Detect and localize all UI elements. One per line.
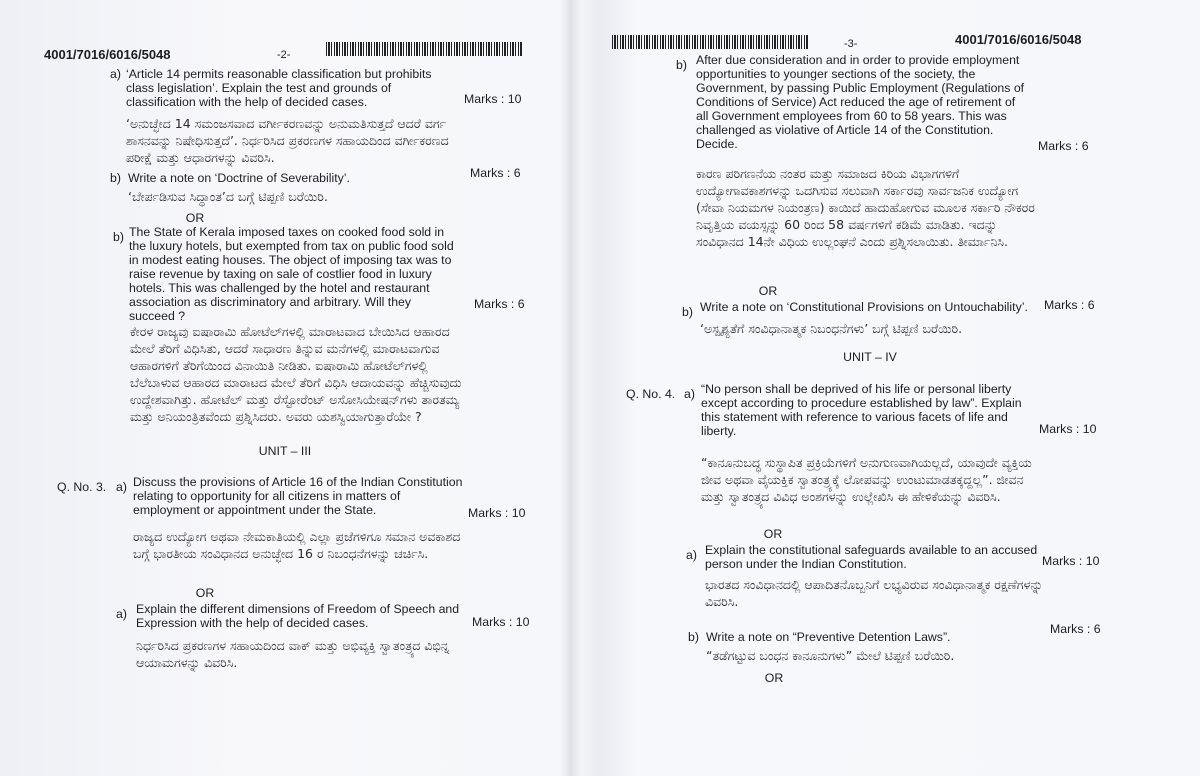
marks-label: Marks : 6 <box>1050 622 1101 636</box>
question-label: b) <box>688 630 699 644</box>
question-text-kn: ಭಾರತದ ಸಂವಿಧಾನದಲ್ಲಿ ಆಪಾದಿತನೊಬ್ಬನಿಗೆ ಲಭ್ಯವಿರುವ ಸಂವಿಧಾನಾತ್ಮಕ ರಕ್ಷಣೆಗಳನ್ನು ವಿವರಿಸಿ. <box>705 577 1043 609</box>
question-text-en: Write a note on ‘Doctrine of Severability’. <box>128 171 350 185</box>
marks-label: Marks : 6 <box>474 297 525 311</box>
marks-label: Marks : 6 <box>470 166 521 180</box>
question-label: a) <box>110 67 121 81</box>
question-text-kn: ನಿರ್ಧರಿಸಿದ ಪ್ರಕರಣಗಳ ಸಹಾಯದಿಂದ ವಾಕ್ ಮತ್ತು ಅಭಿವ್ಯಕ್ತಿ ಸ್ವಾತಂತ್ರ್ಯದ ವಿಭಿನ್ನ ಆಯಾಮಗಳನ್ನು ವಿವರಿಸಿ. <box>136 638 450 670</box>
page-number: -2- <box>277 49 291 61</box>
question-text-kn: “ತಡೆಗಟ್ಟುವ ಬಂಧನ ಕಾನೂನುಗಳು” ಮೇಲೆ ಟಿಪ್ಪಣಿ ಬರೆಯಿರಿ. <box>706 648 955 663</box>
question-text-en: Write a note on ‘Constitutional Provisions on Untouchability’. <box>700 300 1028 314</box>
marks-label: Marks : 10 <box>468 506 526 520</box>
paper-code: 4001/7016/6016/5048 <box>955 32 1082 47</box>
unit-heading: UNIT – IV <box>843 350 897 364</box>
marks-label: Marks : 6 <box>1044 298 1095 312</box>
unit-heading: UNIT – III <box>258 444 312 458</box>
marks-label: Marks : 10 <box>472 615 530 629</box>
question-text-en: After due consideration and in order to provide employment opportunities to younger sections of the society, the Government, by passing Public Employment (Regulations of Conditions of Service) Act reduced the age of retirement of all Government employees from 60 to 58 years. This was challenged as violative of Article 14 of the Constitution. Decide. <box>696 53 1025 151</box>
question-text-kn: “ಕಾನೂನುಬದ್ಧ ಸುಸ್ಥಾಪಿತ ಪ್ರಕ್ರಿಯೆಗಳಿಗೆ ಅನುಗುಣವಾಗಿಯಲ್ಲದೆ, ಯಾವುದೇ ವ್ಯಕ್ತಿಯ ಜೀವ ಅಥವಾ ವೈಯಕ್ತಿಕ ಸ್ವಾತಂತ್ರ್ಯಕ್ಕೆ ಲೋಪವನ್ನು ಉಂಟುಮಾಡತಕ್ಕದ್ದಲ್ಲ”. ಜೀವನ ಮತ್ತು ಸ್ವಾತಂತ್ರ್ಯದ ವಿವಿಧ ಅಂಶಗಳನ್ನು ಉಲ್ಲೇಖಿಸಿ ಈ ಹೇಳಿಕೆಯನ್ನು ವಿವರಿಸಿ. <box>701 455 1032 504</box>
marks-label: Marks : 10 <box>1039 422 1097 436</box>
right-page <box>578 0 1200 776</box>
barcode <box>612 35 808 49</box>
or-divider: OR <box>195 586 215 600</box>
or-divider: OR <box>764 671 784 685</box>
question-text-en: ‘Article 14 permits reasonable classification but prohibits class legislation’. Explain the test and grounds of classification with the help of decided cases. <box>126 67 432 109</box>
paper-code: 4001/7016/6016/5048 <box>44 47 171 62</box>
question-label: a) <box>116 480 127 494</box>
question-text-kn: ಕೇರಳ ರಾಜ್ಯವು ಐಷಾರಾಮಿ ಹೋಟೆಲ್‌ಗಳಲ್ಲಿ ಮಾರಾಟವಾದ ಬೇಯಿಸಿದ ಆಹಾರದ ಮೇಲೆ ತೆರಿಗೆ ವಿಧಿಸಿತು, ಆದರೆ ಸಾಧಾರಣ ತಿನ್ನುವ ಮನೆಗಳಲ್ಲಿ ಮಾರಾಟವಾಗುವ ಆಹಾರಗಳಿಗೆ ತೆರಿಗೆಯಿಂದ ವಿನಾಯಿತಿ ನೀಡಿತು. ಐಷಾರಾಮಿ ಹೋಟೆಲ್‌ಗಳಲ್ಲಿ ಬೆಲೆಬಾಳುವ ಆಹಾರದ ಮಾರಾಟದ ಮೇಲೆ ತೆರಿಗೆ ವಿಧಿಸಿ ಆದಾಯವನ್ನು ಹೆಚ್ಚಿಸುವುದು ಉದ್ದೇಶವಾಗಿತ್ತು. ಹೋಟೆಲ್ ಮತ್ತು ರೆಸ್ಟೋರೆಂಟ್ ಅಸೋಸಿಯೇಷನ್‌ಗಳು ತಾರತಮ್ಯ ಮತ್ತು ಅನಿಯಂತ್ರಿತವೆಂದು ಪ್ರಶ್ನಿಸಿದರು. ಅವರು ಯಶಸ್ವಿಯಾಗುತ್ತಾರೆಯೇ ? <box>130 324 462 424</box>
marks-label: Marks : 10 <box>1042 554 1100 568</box>
question-label: a) <box>684 387 695 401</box>
question-label: b) <box>676 58 687 72</box>
or-divider: OR <box>763 527 783 541</box>
or-divider: OR <box>758 284 778 298</box>
question-text-en: The State of Kerala imposed taxes on cooked food sold in the luxury hotels, but exempted from tax on public food sold in modest eating houses. The object of imposing tax was to raise revenue by taxing on sale of costlier food in luxury hotels. This was challenged by the hotel and restaurant association as discriminatory and arbitrary. Will they succeed ? <box>129 225 454 323</box>
question-number: Q. No. 4. <box>626 387 676 401</box>
marks-label: Marks : 6 <box>1038 139 1089 153</box>
question-number: Q. No. 3. <box>57 480 107 494</box>
question-text-kn: ‘ಅನುಚ್ಛೇದ 14 ಸಮಂಜಸವಾದ ವರ್ಗೀಕರಣವನ್ನು ಅನುಮತಿಸುತ್ತದೆ ಆದರೆ ವರ್ಗ ಶಾಸನವನ್ನು ನಿಷೇಧಿಸುತ್ತದೆ’. ನಿರ್ಧರಿಸಿದ ಪ್ರಕರಣಗಳ ಸಹಾಯದಿಂದ ವರ್ಗೀಕರಣದ ಪರೀಕ್ಷೆ ಮತ್ತು ಆಧಾರಗಳನ್ನು ವಿವರಿಸಿ. <box>126 116 449 165</box>
question-text-kn: ರಾಜ್ಯದ ಉದ್ಯೋಗ ಅಥವಾ ನೇಮಕಾತಿಯಲ್ಲಿ ಎಲ್ಲಾ ಪ್ರಜೆಗಳಿಗೂ ಸಮಾನ ಅವಕಾಶದ ಬಗ್ಗೆ ಭಾರತೀಯ ಸಂವಿಧಾನದ ಅನುಚ್ಛೇದ 16 ರ ನಿಬಂಧನೆಗಳನ್ನು ಚರ್ಚಿಸಿ. <box>133 529 461 561</box>
question-text-kn: ‘ಅಸ್ಪೃಶ್ಯತೆಗೆ ಸಂವಿಧಾನಾತ್ಮಕ ನಿಬಂಧನೆಗಳು’ ಬಗ್ಗೆ ಟಿಪ್ಪಣಿ ಬರೆಯಿರಿ. <box>700 321 963 336</box>
question-text-en: Write a note on “Preventive Detention Laws”. <box>706 630 951 644</box>
question-text-en: Explain the constitutional safeguards available to an accused person under the Indian Constitution. <box>705 543 1038 571</box>
question-label: b) <box>682 305 693 319</box>
question-text-en: “No person shall be deprived of his life or personal liberty except according to procedure established by law”. Explain this statement with reference to various facets of life and liberty. <box>701 382 1022 438</box>
question-text-en: Explain the different dimensions of Freedom of Speech and Expression with the help of decided cases. <box>136 602 460 630</box>
barcode <box>326 42 522 56</box>
question-label: a) <box>686 548 697 562</box>
question-text-kn: ‘ಬೇರ್ಪಡಿಸುವ ಸಿದ್ಧಾಂತ’ದ ಬಗ್ಗೆ ಟಿಪ್ಪಣಿ ಬರೆಯಿರಿ. <box>128 189 328 204</box>
question-label: a) <box>116 607 127 621</box>
question-label: b) <box>110 171 121 185</box>
or-divider: OR <box>185 211 205 225</box>
marks-label: Marks : 10 <box>464 92 522 106</box>
left-page <box>0 0 562 776</box>
question-text-kn: ಕಾರಣ ಪರಿಗಣನೆಯ ನಂತರ ಮತ್ತು ಸಮಾಜದ ಕಿರಿಯ ವಿಭಾಗಗಳಿಗೆ ಉದ್ಯೋಗಾವಕಾಶಗಳನ್ನು ಒದಗಿಸುವ ಸಲುವಾಗಿ ಸರ್ಕಾರವು ಸಾರ್ವಜನಿಕ ಉದ್ಯೋಗ (ಸೇವಾ ನಿಯಮಗಳ ನಿಯಂತ್ರಣ) ಕಾಯಿದೆ ಹಾದುಹೋಗುವ ಮೂಲಕ ಸರ್ಕಾರಿ ನೌಕರರ ನಿವೃತ್ತಿಯ ವಯಸ್ಸನ್ನು 60 ರಿಂದ 58 ವರ್ಷಗಳಿಗೆ ಕಡಿಮೆ ಮಾಡಿತು. ಇದನ್ನು ಸಂವಿಧಾನದ 14ನೇ ವಿಧಿಯ ಉಲ್ಲಂಘನೆ ಎಂದು ಪ್ರಶ್ನಿಸಲಾಯಿತು. ತೀರ್ಮಾನಿಸಿ. <box>696 166 1035 249</box>
question-text-en: Discuss the provisions of Article 16 of the Indian Constitution relating to opportunity for all citizens in matters of employment or appointment under the State. <box>133 475 463 517</box>
question-label: b) <box>113 230 124 244</box>
page-number: -3- <box>844 38 858 50</box>
